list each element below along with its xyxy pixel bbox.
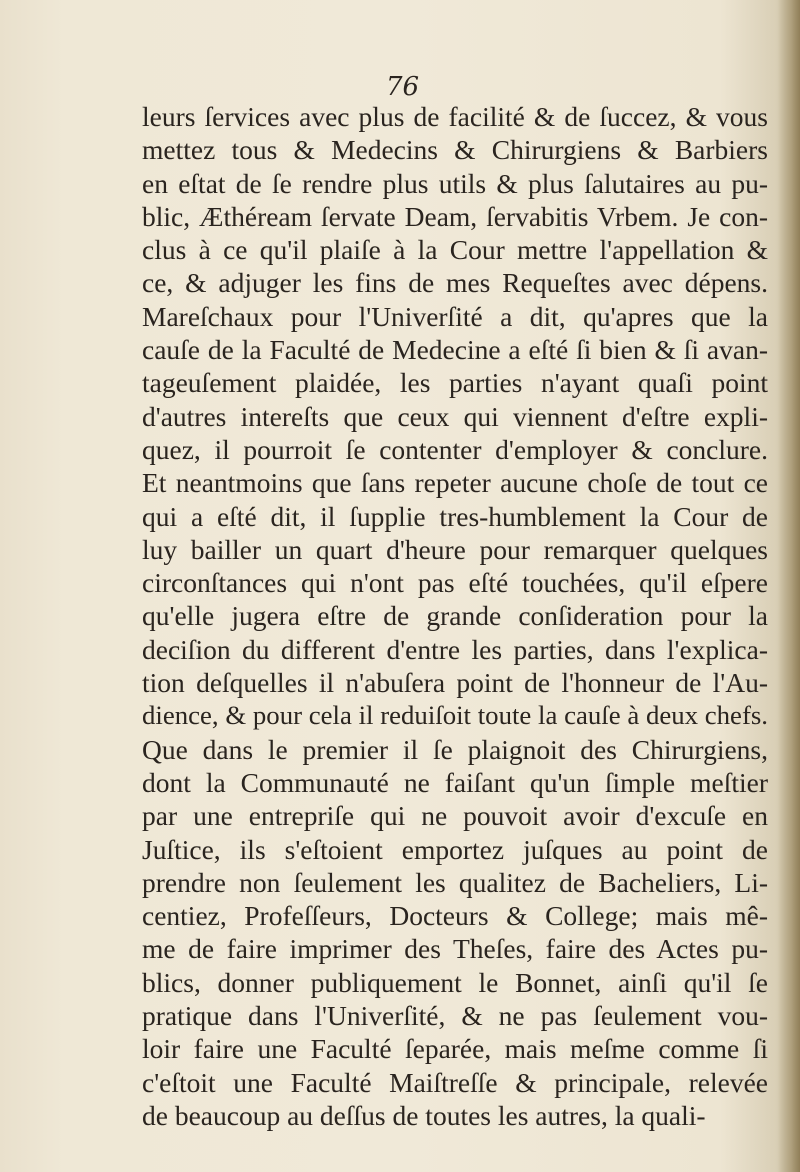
body-text [142,100,768,1132]
text-line: mettez tous & Medecins & Chirurgiens & Barbiers [142,134,768,166]
text-line: Que dans le premier il ſe plaignoit des Chirurgiens, [142,733,768,765]
text-line: qui a eſté dit, il ſupplie tres-humblement la Cour de [142,500,768,532]
text-line: me de faire imprimer des Theſes, faire des Actes pu- [142,933,768,965]
text-line: de beaucoup au deſſus de toutes les autres, la quali- [142,1099,706,1131]
text-line: luy bailler un quart d'heure pour remarquer quelques [142,533,768,565]
text-line: circonſtances qui n'ont pas eſté touchées, qu'il eſpere [142,567,768,599]
text-line: tion deſquelles il n'abuſera point de l'honneur de l'Au- [142,667,768,699]
page-edge-shadow [778,0,800,1172]
text-line: ce, & adjuger les fins de mes Requeſtes avec dépens. [142,267,768,299]
text-line: Et neantmoins que ſans repeter aucune choſe de tout ce [142,467,768,499]
text-line: c'eſtoit une Faculté Maiſtreſſe & principale, relevée [142,1066,768,1098]
text-line: en eſtat de ſe rendre plus utils & plus ſalutaires au pu- [142,167,768,199]
text-line: Juſtice, ils s'eſtoient emportez juſques au point de [142,833,768,865]
text-line: deciſion du different d'entre les parties, dans l'explica- [142,633,768,665]
text-line: centiez, Profeſſeurs, Docteurs & College; mais mê- [142,900,768,932]
text-line: qu'elle jugera eſtre de grande conſideration pour la [142,600,768,632]
text-line: cauſe de la Faculté de Medecine a eſté ſi bien & ſi avan- [142,334,768,366]
text-line: blic, Æthéream ſervate Deam, ſervabitis Vrbem. Je con- [142,200,768,232]
text-line: par une entrepriſe qui ne pouvoit avoir d'excuſe en [142,800,768,832]
page-number: 76 [386,72,420,102]
text-line: clus à ce qu'il plaiſe à la Cour mettre l'appellation & [142,234,768,266]
text-line: leurs ſervices avec plus de facilité & de ſuccez, & vous [142,101,768,132]
text-line: loir faire une Faculté ſeparée, mais meſme comme ſi [142,1033,768,1065]
text-line: tageuſement plaidée, les parties n'ayant quaſi point [142,367,768,399]
text-line: prendre non ſeulement les qualitez de Bacheliers, Li- [142,866,768,898]
text-line: dience, & pour cela il reduiſoit toute la cauſe à deux chefs. [142,700,768,731]
text-line: pratique dans l'Univerſité, & ne pas ſeulement vou- [142,1000,768,1032]
text-line: Mareſchaux pour l'Univerſité a dit, qu'apres que la [142,300,768,332]
text-line: quez, il pourroit ſe contenter d'employer & conclure. [142,433,768,465]
text-line: dont la Communauté ne faiſant qu'un ſimple meſtier [142,766,768,798]
text-line: d'autres intereſts que ceux qui viennent d'eſtre expli- [142,400,768,432]
text-line: blics, donner publiquement le Bonnet, ainſi qu'il ſe [142,966,768,998]
